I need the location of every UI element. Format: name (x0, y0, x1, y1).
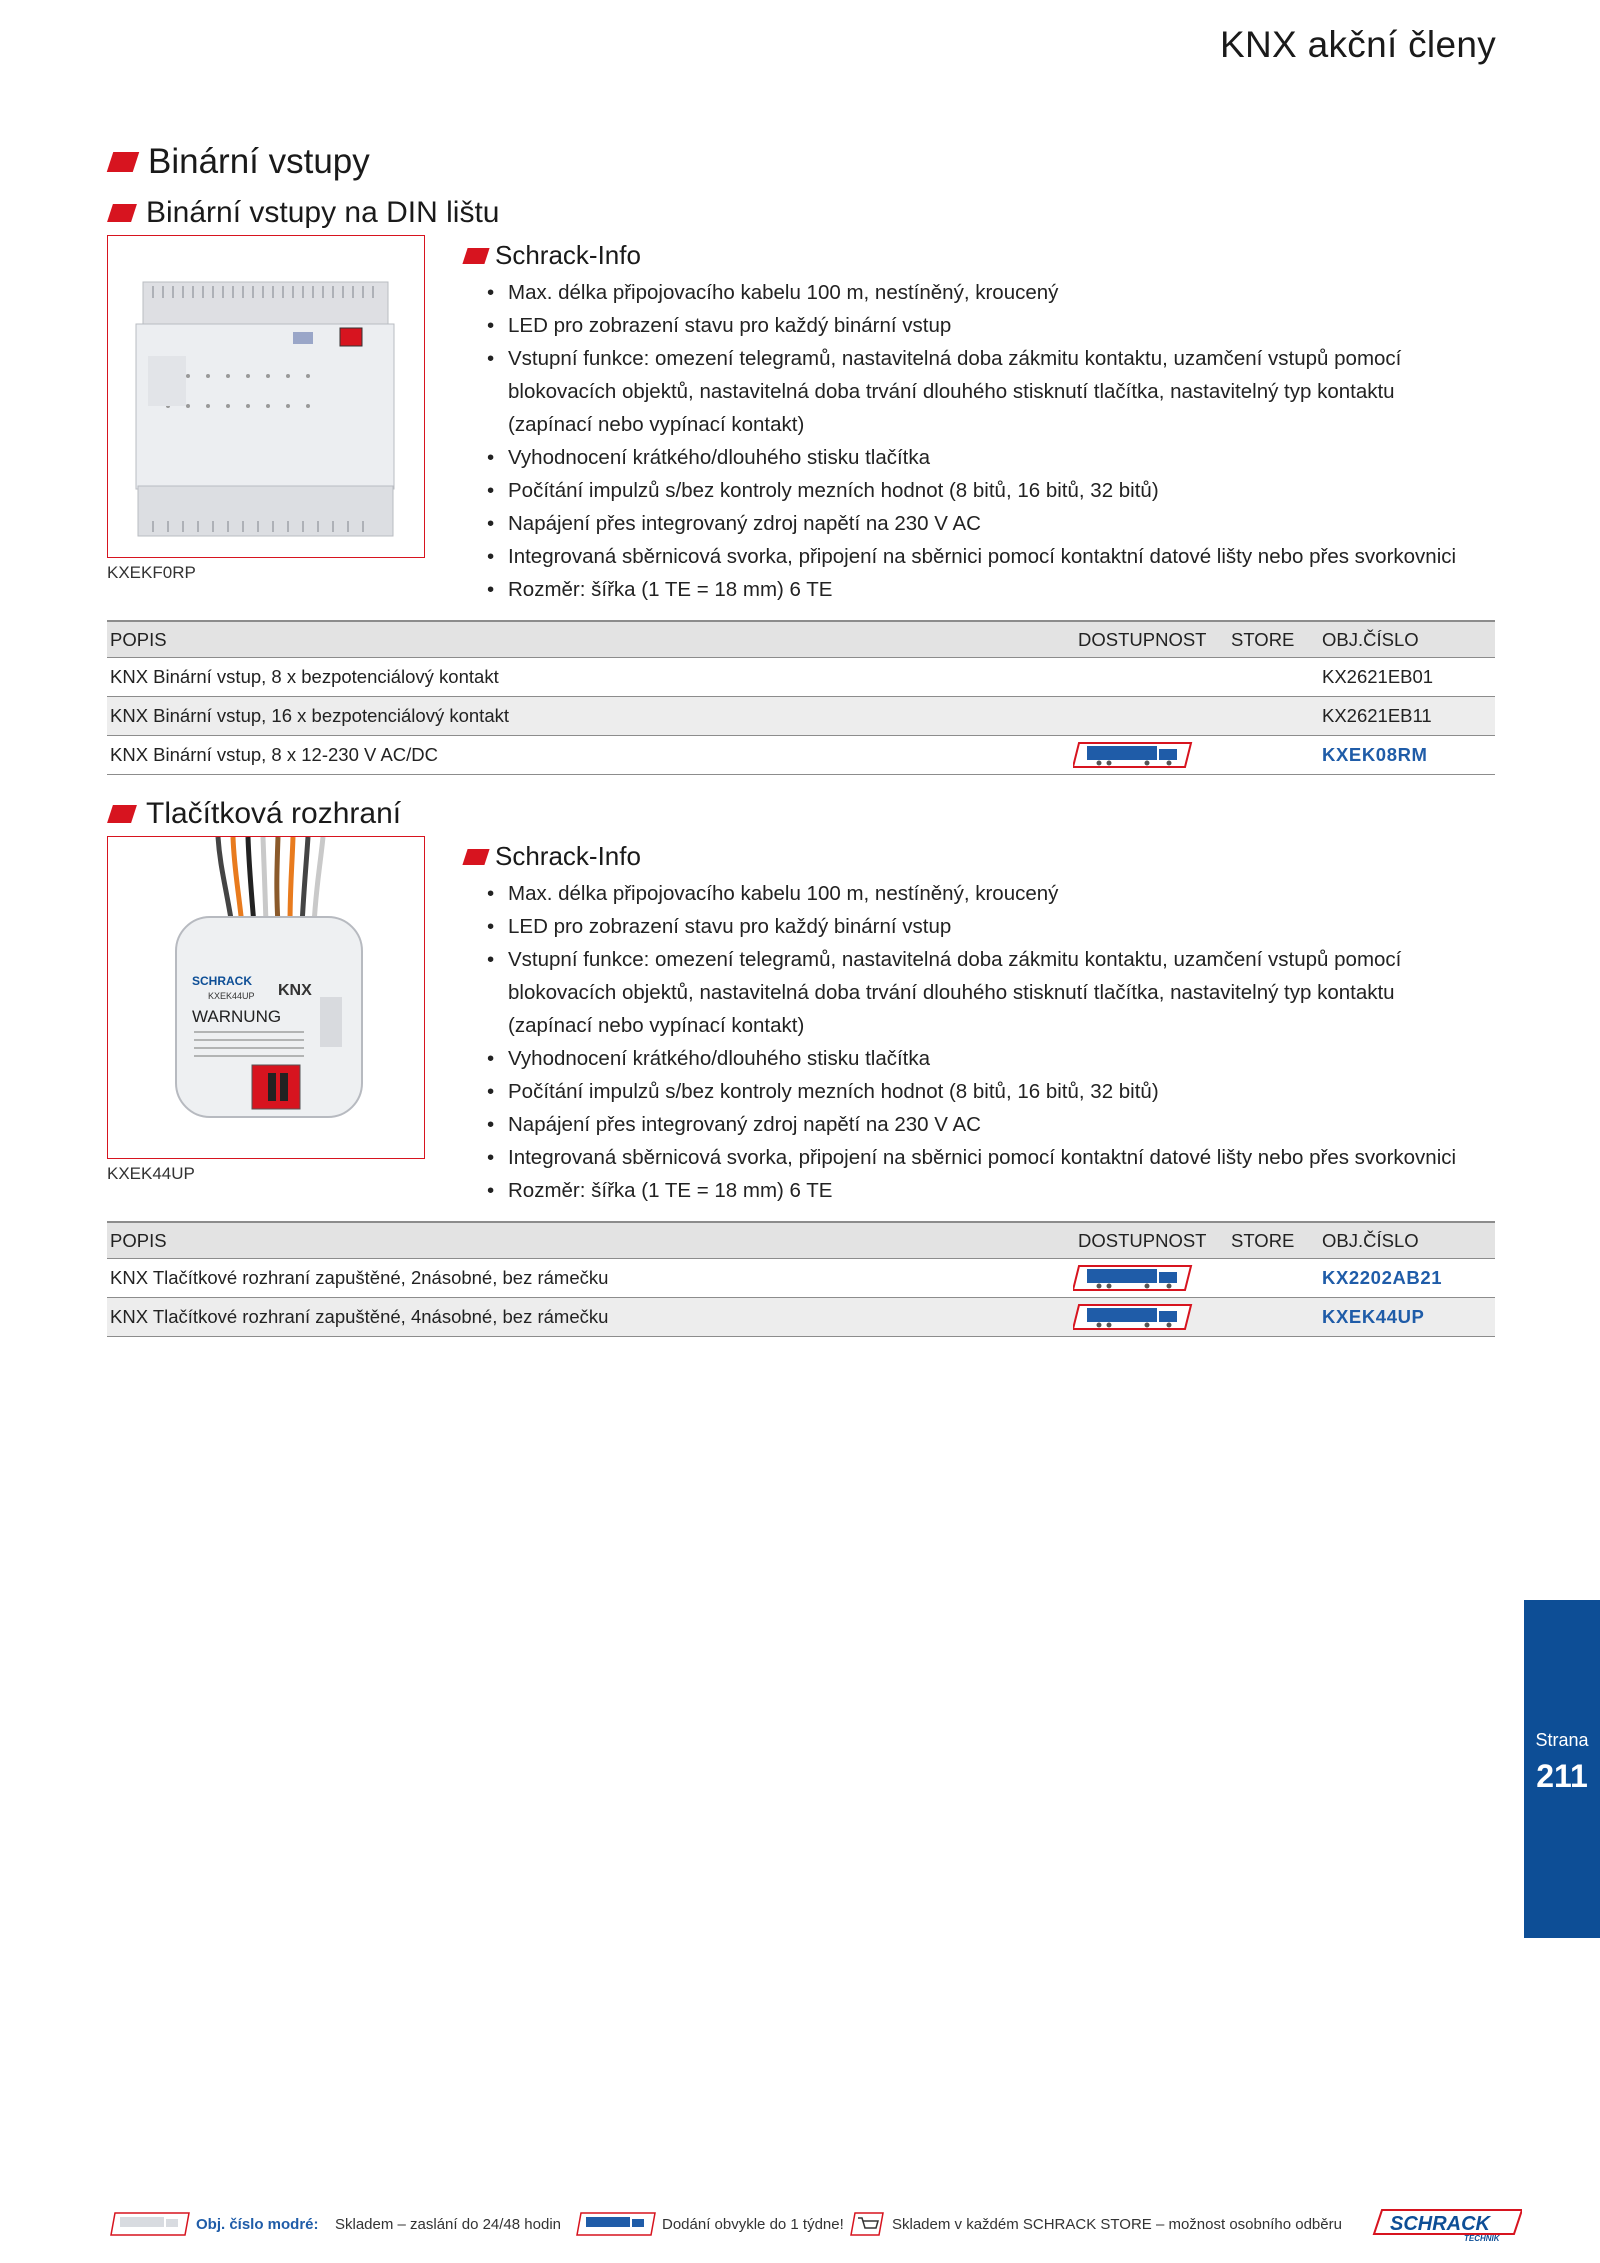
list-item: • Napájení přes integrovaný zdroj napětí na 230 V AC (508, 507, 1528, 540)
device-model-label: KXEK44UP (208, 991, 255, 1001)
product-table (107, 1221, 1495, 1337)
info-title-text: Schrack-Info (495, 240, 641, 270)
group-title-text: Binární vstupy na DIN lištu (146, 196, 500, 229)
info-marker-icon (462, 849, 489, 865)
column-header-store: STORE (1231, 628, 1295, 650)
list-item: • Max. délka připojovacího kabelu 100 m, nestíněný, kroucený (508, 276, 1528, 309)
group-marker-icon (107, 204, 137, 222)
stock-truck-icon (110, 2212, 190, 2236)
column-header-availability: DOSTUPNOST (1078, 1229, 1207, 1251)
delivery-truck-icon (1073, 1264, 1193, 1292)
page-title: KNX akční členy (1220, 24, 1496, 65)
list-item: • Rozměr: šířka (1 TE = 18 mm) 6 TE (508, 573, 1528, 606)
page-number: 211 (1536, 1758, 1588, 1794)
list-item: • Vstupní funkce: omezení telegramů, nastavitelná doba zákmitu kontaktu, uzamčení vstupů pomocí blokovacích objektů, nastavitelná doba trvání dlouhého stisknutí tlačítka, nastavitelný typ kontaktu (zapínací nebo vypínací kontakt) (508, 342, 1468, 441)
logo-subtext: TECHNIK (1464, 2234, 1500, 2242)
group-title-button-interfaces (110, 797, 401, 831)
din-rail-device-icon (108, 236, 425, 558)
list-item: • Vstupní funkce: omezení telegramů, nastavitelná doba zákmitu kontaktu, uzamčení vstupů pomocí blokovacích objektů, nastavitelná doba trvání dlouhého stisknutí tlačítka, nastavitelný typ kontaktu (zapínací nebo vypínací kontakt) (508, 943, 1468, 1042)
list-item: • Rozměr: šířka (1 TE = 18 mm) 6 TE (508, 1174, 1528, 1207)
table-row (107, 736, 1495, 775)
table-row (107, 658, 1495, 697)
list-item: • Integrovaná sběrnicová svorka, připojení na sběrnici pomocí kontaktní datové lišty nebo přes svorkovnici (508, 540, 1528, 573)
info-title-text: Schrack-Info (495, 841, 641, 871)
list-item: • Počítání impulzů s/bez kontroly mezních hodnot (8 bitů, 16 bitů, 32 bitů) (508, 474, 1528, 507)
device-warning-label: WARNUNG (192, 1007, 282, 1026)
list-item: • Počítání impulzů s/bez kontroly mezních hodnot (8 bitů, 16 bitů, 32 bitů) (508, 1075, 1528, 1108)
flush-mounted-device-icon (108, 837, 425, 1159)
column-header-order-number: OBJ.ČÍSLO (1322, 1229, 1419, 1251)
schrack-logo (1372, 2208, 1522, 2242)
delivery-truck-icon (1073, 1303, 1193, 1331)
product-code: KXEKF0RP (107, 563, 196, 582)
row-description: KNX Tlačítkové rozhraní zapuštěné, 2násobné, bez rámečku (110, 1267, 609, 1288)
row-order-number[interactable]: KXEK44UP (1322, 1306, 1425, 1327)
list-item: • Integrovaná sběrnicová svorka, připojení na sběrnici pomocí kontaktní datové lišty nebo přes svorkovnici (508, 1141, 1528, 1174)
list-item: • Vyhodnocení krátkého/dlouhého stisku tlačítka (508, 1042, 1528, 1075)
feature-list (508, 877, 1528, 1207)
list-item: • Max. délka připojovacího kabelu 100 m, nestíněný, kroucený (508, 877, 1528, 910)
column-header-desc: POPIS (110, 1229, 167, 1251)
footer-text-stock: Skladem – zaslání do 24/48 hodin (335, 2216, 561, 2233)
list-item: • Napájení přes integrovaný zdroj napětí na 230 V AC (508, 1108, 1528, 1141)
product-image-din-binary-input (107, 235, 425, 558)
column-header-order-number: OBJ.ČÍSLO (1322, 628, 1419, 650)
footer-legend (110, 2208, 1520, 2242)
delivery-truck-icon (1073, 741, 1193, 769)
list-item: • LED pro zobrazení stavu pro každý binární vstup (508, 910, 1528, 943)
table-header (107, 1221, 1495, 1259)
product-table (107, 620, 1495, 775)
section-title-text: Binární vstupy (148, 142, 370, 181)
info-marker-icon (462, 248, 489, 264)
table-row (107, 697, 1495, 736)
row-description: KNX Tlačítkové rozhraní zapuštěné, 4násobné, bez rámečku (110, 1306, 609, 1327)
group-title-text: Tlačítková rozhraní (146, 797, 402, 830)
page-label: Strana (1535, 1730, 1589, 1750)
logo-text: SCHRACK (1390, 2213, 1490, 2235)
feature-list (508, 276, 1528, 606)
section-title (110, 142, 370, 182)
page-number-tab (1524, 1600, 1600, 1938)
device-brand-label: SCHRACK (192, 974, 252, 988)
group-title-din (110, 196, 499, 230)
column-header-store: STORE (1231, 1229, 1295, 1251)
column-header-desc: POPIS (110, 628, 167, 650)
group-marker-icon (107, 805, 137, 823)
row-description: KNX Binární vstup, 8 x bezpotenciálový kontakt (110, 666, 499, 687)
table-header (107, 620, 1495, 658)
table-row (107, 1298, 1495, 1337)
store-cart-icon (850, 2212, 884, 2236)
list-item: • LED pro zobrazení stavu pro každý binární vstup (508, 309, 1528, 342)
product-code: KXEK44UP (107, 1164, 195, 1183)
row-description: KNX Binární vstup, 8 x 12-230 V AC/DC (110, 744, 439, 765)
info-title (465, 841, 641, 872)
footer-text-store: Skladem v každém SCHRACK STORE – možnost osobního odběru (892, 2216, 1342, 2233)
info-title (465, 240, 641, 271)
row-description: KNX Binární vstup, 16 x bezpotenciálový kontakt (110, 705, 509, 726)
column-header-availability: DOSTUPNOST (1078, 628, 1207, 650)
section-marker-icon (107, 152, 139, 172)
row-order-number[interactable]: KXEK08RM (1322, 744, 1428, 765)
row-order-number[interactable]: KX2202AB21 (1322, 1267, 1443, 1288)
row-order-number: KX2621EB11 (1322, 705, 1432, 726)
product-image-button-interface (107, 836, 425, 1159)
device-knx-logo: KNX (278, 982, 312, 999)
row-order-number: KX2621EB01 (1322, 666, 1434, 687)
delivery-truck-icon (576, 2212, 656, 2236)
footer-blue-label: Obj. číslo modré: (196, 2216, 319, 2233)
table-row (107, 1259, 1495, 1298)
list-item: • Vyhodnocení krátkého/dlouhého stisku tlačítka (508, 441, 1528, 474)
footer-text-delivery: Dodání obvykle do 1 týdne! (662, 2216, 844, 2233)
